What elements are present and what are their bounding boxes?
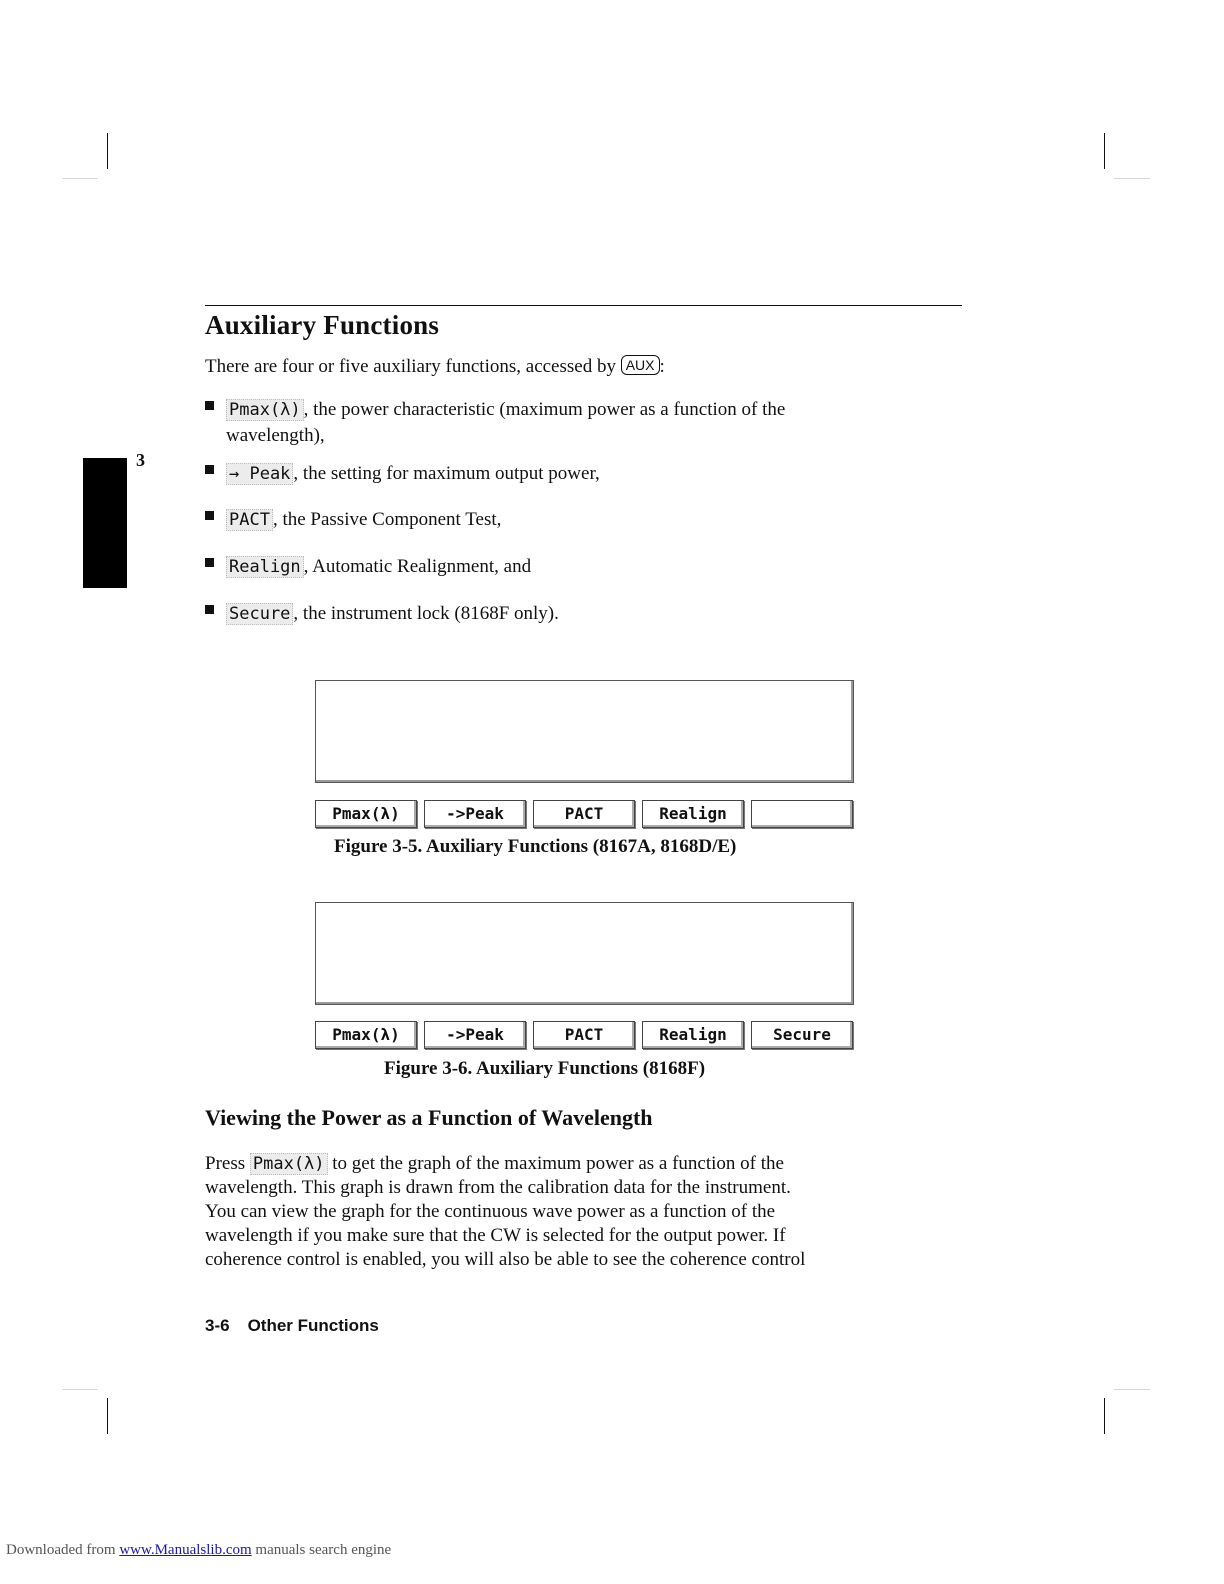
crop-mark xyxy=(62,178,98,179)
softkey-peak: ->Peak xyxy=(424,1021,526,1049)
bullet-marker xyxy=(205,401,214,410)
list-item-text: , the power characteristic (maximum power as a function of the xyxy=(303,399,786,420)
list-item-text: , Automatic Realignment, and xyxy=(303,556,532,577)
section-rule xyxy=(205,305,962,306)
bullet-marker xyxy=(205,605,214,614)
softkey-peak: ->Peak xyxy=(424,800,526,828)
body-paragraph xyxy=(205,1152,965,1272)
para-text: Press xyxy=(205,1153,246,1174)
softkey-row xyxy=(315,1021,855,1049)
figure-caption: Figure 3-6. Auxiliary Functions (8168F) xyxy=(384,1058,706,1079)
crop-mark xyxy=(1104,133,1105,169)
para-text: wavelength if you make sure that the CW is selected for the output power. If xyxy=(205,1225,786,1246)
bullet-marker xyxy=(205,558,214,567)
page-number: 3-6 xyxy=(205,1316,230,1335)
download-note xyxy=(6,1542,391,1559)
page-footer xyxy=(205,1316,379,1336)
para-text: wavelength. This graph is drawn from the calibration data for the instrument. xyxy=(205,1177,791,1198)
list-item-text: wavelength), xyxy=(226,425,325,446)
softkey-secure: Secure xyxy=(751,1021,853,1049)
softkey-label: Pmax(λ) xyxy=(226,399,304,421)
softkey-realign: Realign xyxy=(642,800,744,828)
list-item-text: , the instrument lock (8168F only). xyxy=(293,603,559,624)
softkey-label: → Peak xyxy=(226,463,293,485)
softkey-label: Pmax(λ) xyxy=(250,1153,328,1175)
para-text: coherence control is enabled, you will also be able to see the coherence control xyxy=(205,1249,806,1270)
subsection-title: Viewing the Power as a Function of Wavelength xyxy=(205,1105,653,1130)
softkey-label: Secure xyxy=(226,603,293,625)
softkey-pact: PACT xyxy=(533,1021,635,1049)
crop-mark xyxy=(107,1398,108,1434)
crop-mark xyxy=(107,133,108,169)
bullet-marker xyxy=(205,511,214,520)
para-text: to get the graph of the maximum power as a function of the xyxy=(332,1153,784,1174)
intro-suffix: : xyxy=(659,356,665,377)
para-text: You can view the graph for the continuous wave power as a function of the xyxy=(205,1201,776,1222)
softkey-row xyxy=(315,800,855,828)
footer-title: Other Functions xyxy=(247,1316,379,1335)
intro-paragraph xyxy=(205,355,665,378)
crop-mark xyxy=(1114,1389,1150,1390)
display-screen xyxy=(315,680,854,783)
softkey-blank xyxy=(751,800,853,828)
softkey-pmax: Pmax(λ) xyxy=(315,800,417,828)
intro-text: There are four or five auxiliary functions, accessed by xyxy=(205,356,616,377)
crop-mark xyxy=(1104,1398,1105,1434)
softkey-label: PACT xyxy=(226,509,273,531)
crop-mark xyxy=(1114,178,1150,179)
chapter-tab xyxy=(83,458,127,588)
softkey-pact: PACT xyxy=(533,800,635,828)
manualslib-link[interactable]: www.Manualslib.com xyxy=(119,1542,252,1558)
section-title: Auxiliary Functions xyxy=(205,310,440,340)
aux-key: AUX xyxy=(621,355,660,375)
softkey-realign: Realign xyxy=(642,1021,744,1049)
download-prefix: Downloaded from xyxy=(6,1542,116,1558)
crop-mark xyxy=(62,1389,98,1390)
list-item-text: , the setting for maximum output power, xyxy=(293,463,600,484)
chapter-number: 3 xyxy=(136,450,145,470)
display-screen xyxy=(315,902,854,1005)
bullet-marker xyxy=(205,465,214,474)
download-suffix: manuals search engine xyxy=(255,1542,392,1558)
softkey-label: Realign xyxy=(226,556,304,578)
list-item-text: , the Passive Component Test, xyxy=(272,509,502,530)
figure-caption: Figure 3-5. Auxiliary Functions (8167A, 8168D/E) xyxy=(334,836,737,857)
softkey-pmax: Pmax(λ) xyxy=(315,1021,417,1049)
